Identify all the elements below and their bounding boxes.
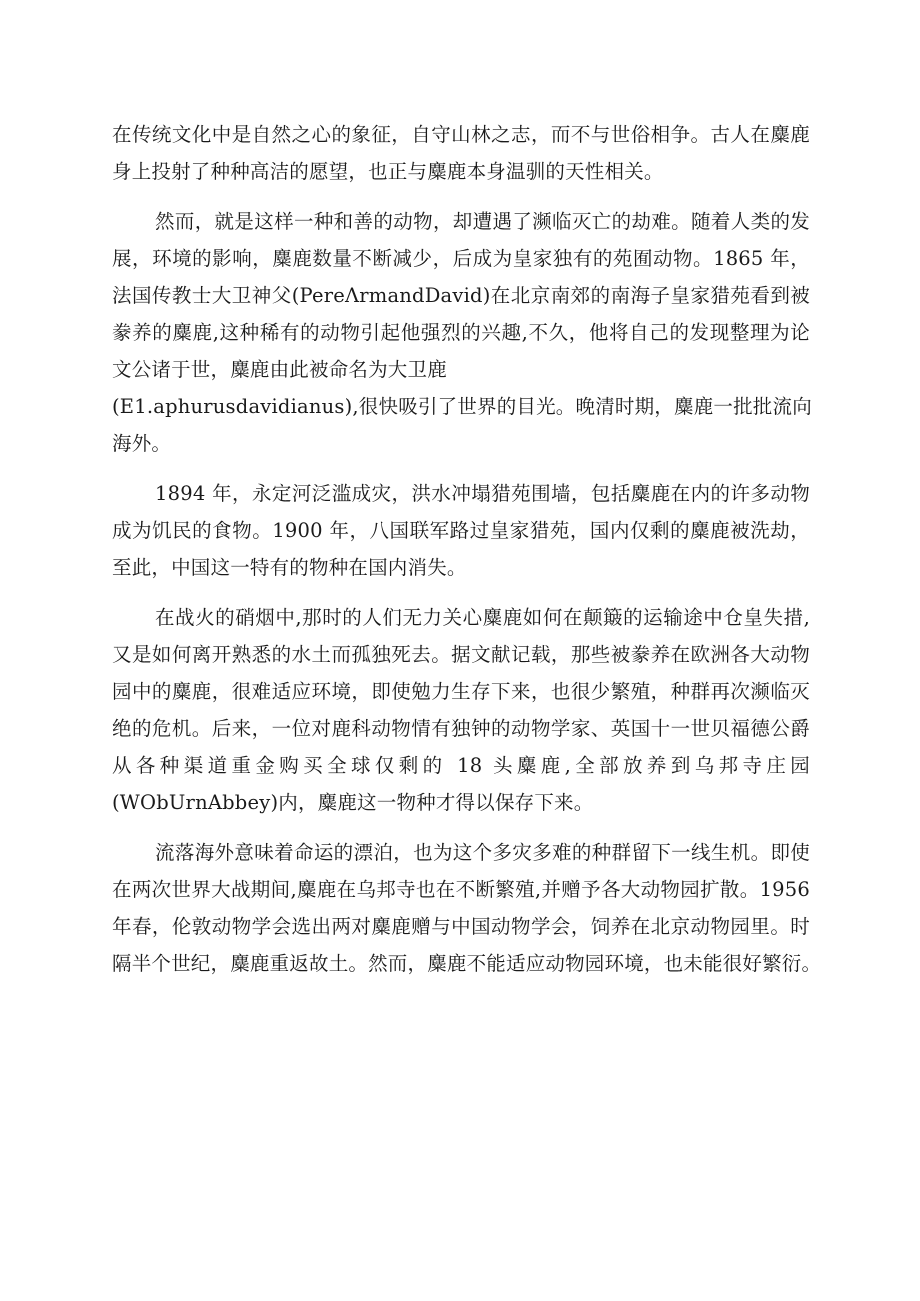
paragraph-4-line-5: 从各种渠道重金购买全球仅剩的 18 头麋鹿,全部放养到乌邦寺庄园 — [112, 754, 810, 777]
paragraph-5-line-2: 在两次世界大战期间,麋鹿在乌邦寺也在不断繁殖,并赠予各大动物园扩散。1956 — [112, 878, 810, 901]
paragraph-1-line-2: 身上投射了种种高洁的愿望，也正与麋鹿本身温驯的天性相关。 — [112, 160, 664, 183]
paragraph-4-line-6: (WObUrnAbbey)内，麋鹿这一物种才得以保存下来。 — [112, 791, 594, 814]
paragraph-2-line-3: 法国传教士大卫神父(PereΛrmandDavid)在北京南郊的南海子皇家猎苑看到被 — [112, 284, 810, 307]
paragraph-5 — [112, 834, 822, 982]
paragraph-2-line-7: 海外。 — [112, 432, 172, 455]
paragraph-4-line-2: 又是如何离开熟悉的水土而孤独死去。据文献记载，那些被豢养在欧洲各大动物 — [112, 643, 810, 666]
paragraph-4-line-4: 绝的危机。后来，一位对鹿科动物情有独钟的动物学家、英国十一世贝福德公爵 — [112, 717, 810, 740]
paragraph-3 — [112, 475, 810, 586]
paragraph-3-line-1: 1894 年，永定河泛滥成灾，洪水冲塌猎苑围墙，包括麋鹿在内的许多动物 — [155, 482, 810, 505]
paragraph-1 — [112, 116, 810, 190]
paragraph-2-line-2: 展，环境的影响，麋鹿数量不断减少，后成为皇家独有的苑囿动物。1865 年， — [112, 247, 810, 270]
paragraph-3-line-3: 至此，中国这一特有的物种在国内消失。 — [112, 556, 467, 579]
paragraph-5-line-1: 流落海外意味着命运的漂泊，也为这个多灾多难的种群留下一线生机。即使 — [155, 841, 810, 864]
paragraph-2-line-4: 豢养的麋鹿,这种稀有的动物引起他强烈的兴趣,不久，他将自己的发现整理为论 — [112, 321, 810, 344]
paragraph-5-line-3: 年春，伦敦动物学会选出两对麋鹿赠与中国动物学会，饲养在北京动物园里。时 — [112, 915, 810, 938]
paragraph-5-line-4: 隔半个世纪，麋鹿重返故土。然而，麋鹿不能适应动物园环境，也未能很好繁衍。 — [112, 952, 822, 975]
paragraph-2-line-1: 然而，就是这样一种和善的动物，却遭遇了濒临灭亡的劫难。随着人类的发 — [155, 210, 810, 233]
paragraph-4 — [112, 599, 810, 821]
document-body — [112, 116, 822, 995]
paragraph-1-line-1: 在传统文化中是自然之心的象征，自守山林之志，而不与世俗相争。古人在麋鹿 — [112, 123, 810, 146]
paragraph-3-line-2: 成为饥民的食物。1900 年，八国联军路过皇家猎苑，国内仅剩的麋鹿被洗劫， — [112, 519, 810, 542]
paragraph-4-line-1: 在战火的硝烟中,那时的人们无力关心麋鹿如何在颠簸的运输途中仓皇失措, — [155, 606, 810, 629]
paragraph-2-line-5: 文公诸于世，麋鹿由此被命名为大卫鹿 — [112, 358, 447, 381]
paragraph-2-line-6: (E1.aphurusdavidianus),很快吸引了世界的目光。晚清时期，麋鹿一批批流向 — [112, 395, 812, 418]
paragraph-2 — [112, 203, 810, 462]
paragraph-4-line-3: 园中的麋鹿，很难适应环境，即使勉力生存下来，也很少繁殖，种群再次濒临灭 — [112, 680, 810, 703]
